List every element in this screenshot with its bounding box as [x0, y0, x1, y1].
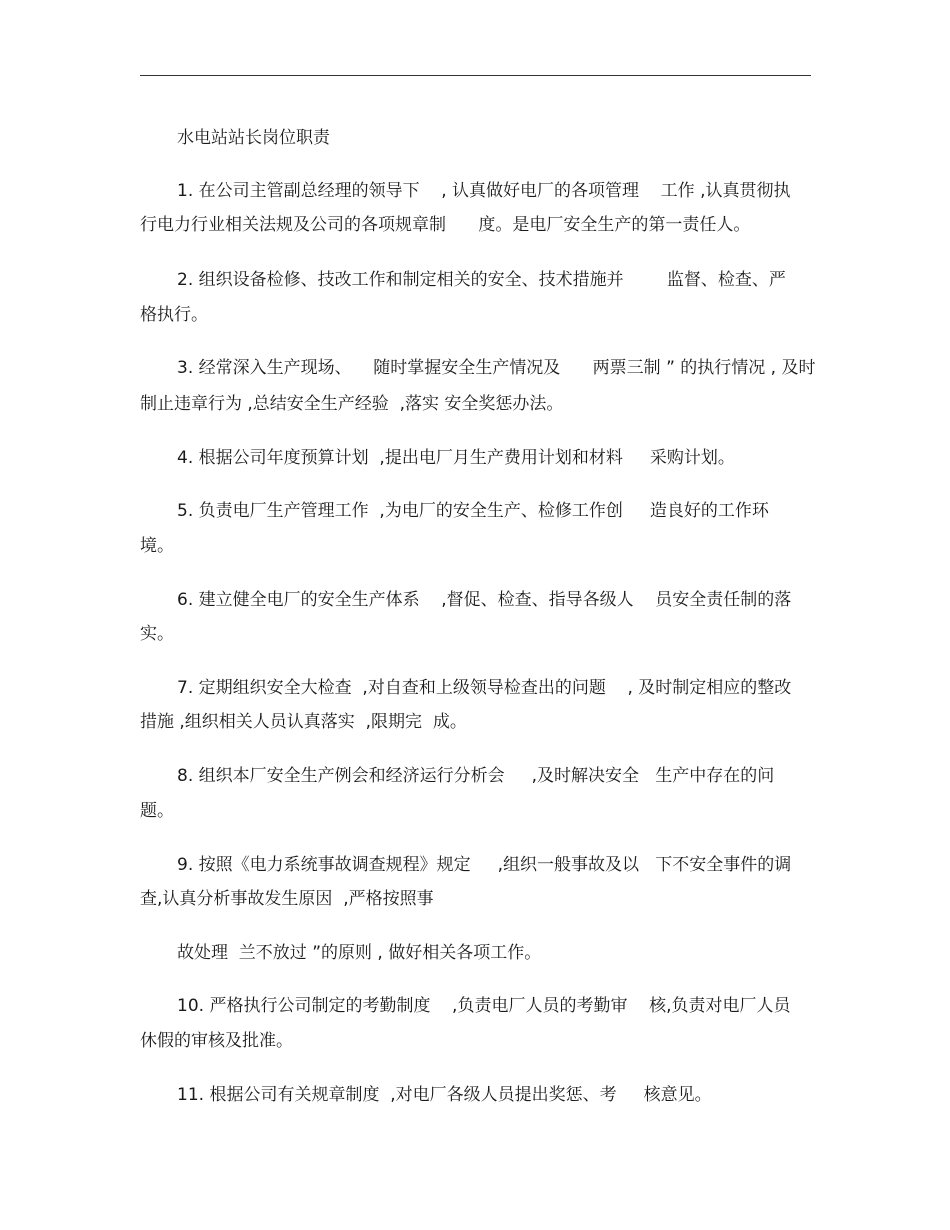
paragraph-3-line-2: 制止违章行为 ,总结安全生产经验 ,落实 安全奖惩办法。 — [140, 394, 564, 414]
paragraph-10-line-1: 10. 严格执行公司制定的考勤制度 ,负责电厂人员的考勤审 核,负责对电厂人员 — [177, 996, 791, 1016]
paragraph-9-continuation: 故处理 兰不放过 ”的原则 , 做好相关各项工作。 — [177, 943, 542, 963]
paragraph-8-line-2: 题。 — [140, 801, 174, 821]
paragraph-9-line-1: 9. 按照《电力系统事故调查规程》规定 ,组织一般事故及以 下不安全事件的调 — [177, 855, 792, 875]
paragraph-6-line-2: 实。 — [140, 624, 174, 644]
paragraph-1-line-1: 1. 在公司主管副总经理的领导下 , 认真做好电厂的各项管理 工作 ,认真贯彻执 — [177, 181, 791, 201]
paragraph-4-line-1: 4. 根据公司年度预算计划 ,提出电厂月生产费用计划和材料 采购计划。 — [177, 448, 735, 468]
paragraph-2-line-1: 2. 组织设备检修、技改工作和制定相关的安全、技术措施并 监督、检查、严 — [177, 270, 786, 290]
paragraph-7-line-1: 7. 定期组织安全大检查 ,对自查和上级领导检查出的问题 , 及时制定相应的整改 — [177, 678, 792, 698]
paragraph-5-line-1: 5. 负责电厂生产管理工作 ,为电厂的安全生产、检修工作创 造良好的工作环 — [177, 501, 769, 521]
header-rule — [140, 75, 811, 76]
document-title: 水电站站长岗位职责 — [177, 128, 330, 148]
paragraph-6-line-1: 6. 建立健全电厂的安全生产体系 ,督促、检查、指导各级人 员安全责任制的落 — [177, 590, 792, 610]
paragraph-7-line-2: 措施 ,组织相关人员认真落实 ,限期完 成。 — [140, 712, 467, 732]
paragraph-1-line-2: 行电力行业相关法规及公司的各项规章制 度。是电厂安全生产的第一责任人。 — [140, 215, 751, 235]
paragraph-5-line-2: 境。 — [140, 536, 174, 556]
paragraph-2-line-2: 格执行。 — [140, 305, 208, 325]
paragraph-11-line-1: 11. 根据公司有关规章制度 ,对电厂各级人员提出奖惩、考 核意见。 — [177, 1085, 712, 1105]
paragraph-8-line-1: 8. 组织本厂安全生产例会和经济运行分析会 ,及时解决安全 生产中存在的问 — [177, 766, 775, 786]
paragraph-9-line-2: 查,认真分析事故发生原因 ,严格按照事 — [140, 889, 434, 909]
paragraph-10-line-2: 休假的审核及批准。 — [140, 1031, 293, 1051]
paragraph-3-line-1: 3. 经常深入生产现场、 随时掌握安全生产情况及 两票三制 ” 的执行情况 , 及时 — [177, 358, 816, 378]
